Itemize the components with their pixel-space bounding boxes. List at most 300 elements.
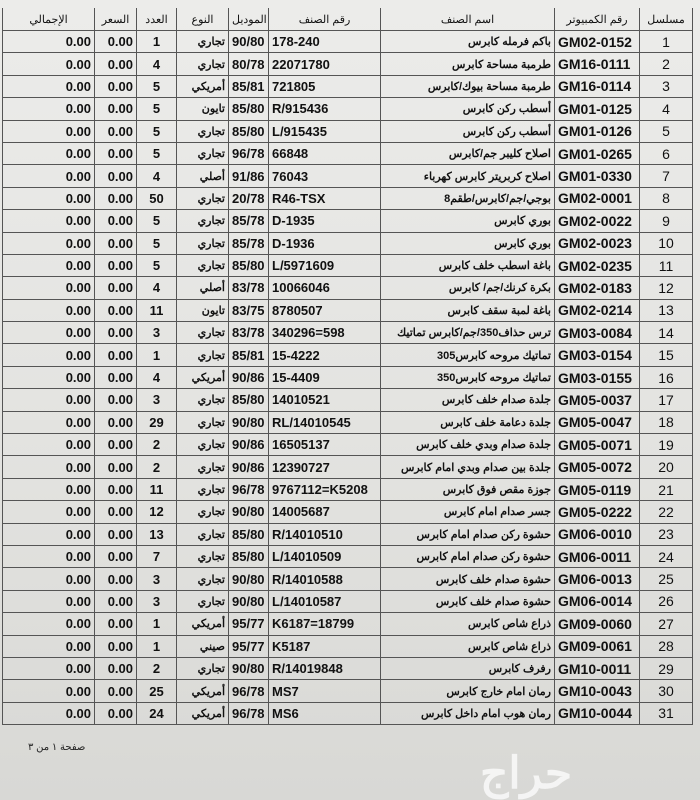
cell-price: 0.00 xyxy=(95,523,137,545)
cell-total: 0.00 xyxy=(3,98,95,120)
table-row xyxy=(3,165,693,187)
cell-type: أمريكي xyxy=(177,702,229,724)
cell-serial: 13 xyxy=(640,299,693,321)
cell-total: 0.00 xyxy=(3,254,95,276)
table-row xyxy=(3,702,693,724)
cell-model: 91/86 xyxy=(229,165,269,187)
cell-type: تجاري xyxy=(177,232,229,254)
cell-model: 95/77 xyxy=(229,613,269,635)
cell-part-no: L/14010587 xyxy=(269,590,381,612)
cell-price: 0.00 xyxy=(95,75,137,97)
cell-serial: 7 xyxy=(640,165,693,187)
cell-name: تماتيك مروحه كابرس350 xyxy=(381,366,555,388)
cell-code: GM01-0265 xyxy=(555,142,640,164)
cell-total: 0.00 xyxy=(3,120,95,142)
cell-code: GM03-0154 xyxy=(555,344,640,366)
cell-model: 96/78 xyxy=(229,478,269,500)
cell-name: ذراع شاص كابرس xyxy=(381,613,555,635)
cell-model: 83/78 xyxy=(229,322,269,344)
cell-model: 90/86 xyxy=(229,434,269,456)
table-row xyxy=(3,411,693,433)
cell-part-no: R46-TSX xyxy=(269,187,381,209)
cell-serial: 14 xyxy=(640,322,693,344)
cell-type: أصلي xyxy=(177,277,229,299)
cell-count: 4 xyxy=(137,366,177,388)
cell-count: 3 xyxy=(137,568,177,590)
cell-count: 1 xyxy=(137,635,177,657)
table-row xyxy=(3,680,693,702)
table-row xyxy=(3,545,693,567)
cell-serial: 22 xyxy=(640,501,693,523)
cell-part-no: 14010521 xyxy=(269,389,381,411)
cell-part-no: 9767112=K5208 xyxy=(269,478,381,500)
cell-part-no: L/5971609 xyxy=(269,254,381,276)
cell-model: 95/77 xyxy=(229,635,269,657)
cell-model: 85/80 xyxy=(229,523,269,545)
cell-code: GM03-0155 xyxy=(555,366,640,388)
cell-count: 25 xyxy=(137,680,177,702)
cell-part-no: MS7 xyxy=(269,680,381,702)
cell-name: جلدة صدام وبدي خلف كابرس xyxy=(381,434,555,456)
cell-model: 90/86 xyxy=(229,366,269,388)
cell-part-no: 178-240 xyxy=(269,31,381,53)
cell-price: 0.00 xyxy=(95,142,137,164)
cell-count: 1 xyxy=(137,613,177,635)
cell-total: 0.00 xyxy=(3,366,95,388)
cell-part-no: 15-4409 xyxy=(269,366,381,388)
cell-price: 0.00 xyxy=(95,568,137,590)
cell-serial: 23 xyxy=(640,523,693,545)
table-row xyxy=(3,434,693,456)
cell-name: جسر صدام امام كابرس xyxy=(381,501,555,523)
cell-part-no: R/14019848 xyxy=(269,657,381,679)
cell-name: ذراع شاص كابرس xyxy=(381,635,555,657)
cell-code: GM05-0072 xyxy=(555,456,640,478)
cell-serial: 20 xyxy=(640,456,693,478)
cell-code: GM01-0330 xyxy=(555,165,640,187)
cell-serial: 5 xyxy=(640,120,693,142)
header-part-no: رقم الصنف xyxy=(269,8,381,31)
cell-part-no: 16505137 xyxy=(269,434,381,456)
cell-count: 5 xyxy=(137,232,177,254)
cell-count: 29 xyxy=(137,411,177,433)
cell-serial: 8 xyxy=(640,187,693,209)
cell-price: 0.00 xyxy=(95,31,137,53)
cell-type: تجاري xyxy=(177,254,229,276)
cell-code: GM02-0001 xyxy=(555,187,640,209)
cell-type: تجاري xyxy=(177,31,229,53)
cell-total: 0.00 xyxy=(3,523,95,545)
parts-table xyxy=(2,8,693,725)
cell-price: 0.00 xyxy=(95,254,137,276)
cell-total: 0.00 xyxy=(3,187,95,209)
cell-price: 0.00 xyxy=(95,98,137,120)
cell-serial: 6 xyxy=(640,142,693,164)
cell-price: 0.00 xyxy=(95,434,137,456)
cell-count: 50 xyxy=(137,187,177,209)
cell-total: 0.00 xyxy=(3,434,95,456)
table-row xyxy=(3,590,693,612)
table-row xyxy=(3,254,693,276)
cell-name: اصلاح كربريتر كابرس كهرباء xyxy=(381,165,555,187)
cell-price: 0.00 xyxy=(95,680,137,702)
cell-part-no: MS6 xyxy=(269,702,381,724)
cell-name: رمان امام خارج كابرس xyxy=(381,680,555,702)
cell-serial: 28 xyxy=(640,635,693,657)
table-row xyxy=(3,478,693,500)
cell-price: 0.00 xyxy=(95,210,137,232)
table-row xyxy=(3,613,693,635)
cell-model: 85/81 xyxy=(229,75,269,97)
cell-total: 0.00 xyxy=(3,545,95,567)
cell-type: تايون xyxy=(177,299,229,321)
cell-code: GM01-0125 xyxy=(555,98,640,120)
cell-name: تماتيك مروحه كابرس305 xyxy=(381,344,555,366)
cell-total: 0.00 xyxy=(3,75,95,97)
cell-model: 85/80 xyxy=(229,120,269,142)
page-number: صفحة ١ من ٣ xyxy=(28,742,86,753)
cell-model: 20/78 xyxy=(229,187,269,209)
cell-serial: 3 xyxy=(640,75,693,97)
cell-model: 96/78 xyxy=(229,142,269,164)
cell-part-no: R/915436 xyxy=(269,98,381,120)
cell-total: 0.00 xyxy=(3,142,95,164)
cell-price: 0.00 xyxy=(95,322,137,344)
cell-price: 0.00 xyxy=(95,299,137,321)
cell-count: 11 xyxy=(137,478,177,500)
cell-serial: 25 xyxy=(640,568,693,590)
cell-serial: 11 xyxy=(640,254,693,276)
cell-part-no: RL/14010545 xyxy=(269,411,381,433)
table-row xyxy=(3,366,693,388)
table-row xyxy=(3,277,693,299)
cell-total: 0.00 xyxy=(3,344,95,366)
cell-code: GM05-0222 xyxy=(555,501,640,523)
cell-serial: 18 xyxy=(640,411,693,433)
cell-model: 90/80 xyxy=(229,501,269,523)
cell-price: 0.00 xyxy=(95,120,137,142)
cell-type: تجاري xyxy=(177,389,229,411)
cell-type: تجاري xyxy=(177,322,229,344)
cell-total: 0.00 xyxy=(3,322,95,344)
cell-type: تجاري xyxy=(177,501,229,523)
cell-type: تجاري xyxy=(177,523,229,545)
cell-model: 83/78 xyxy=(229,277,269,299)
cell-count: 1 xyxy=(137,344,177,366)
cell-model: 80/78 xyxy=(229,53,269,75)
cell-type: أصلي xyxy=(177,165,229,187)
header-code: رقم الكمبيوتر xyxy=(555,8,640,31)
cell-name: ترس حذاف350/جم/كابرس تماتيك xyxy=(381,322,555,344)
cell-price: 0.00 xyxy=(95,456,137,478)
cell-type: تجاري xyxy=(177,120,229,142)
cell-part-no: 721805 xyxy=(269,75,381,97)
cell-type: تجاري xyxy=(177,478,229,500)
cell-part-no: R/14010510 xyxy=(269,523,381,545)
cell-name: جلدة بين صدام وبدي امام كابرس xyxy=(381,456,555,478)
cell-name: باغة لمبة سقف كابرس xyxy=(381,299,555,321)
cell-name: بوري كابرس xyxy=(381,210,555,232)
table-header xyxy=(3,8,693,31)
cell-type: تجاري xyxy=(177,456,229,478)
header-model: الموديل xyxy=(229,8,269,31)
table-row xyxy=(3,568,693,590)
cell-name: طرمبة مساحة بيوك/كابرس xyxy=(381,75,555,97)
cell-price: 0.00 xyxy=(95,590,137,612)
cell-model: 90/80 xyxy=(229,568,269,590)
cell-code: GM09-0061 xyxy=(555,635,640,657)
table-row xyxy=(3,210,693,232)
cell-code: GM02-0023 xyxy=(555,232,640,254)
cell-total: 0.00 xyxy=(3,568,95,590)
cell-serial: 30 xyxy=(640,680,693,702)
cell-count: 5 xyxy=(137,210,177,232)
cell-serial: 1 xyxy=(640,31,693,53)
header-serial: مسلسل xyxy=(640,8,693,31)
cell-price: 0.00 xyxy=(95,187,137,209)
cell-model: 90/80 xyxy=(229,657,269,679)
cell-name: جلدة دعامة خلف كابرس xyxy=(381,411,555,433)
cell-model: 85/80 xyxy=(229,254,269,276)
watermark-logo: حراج xyxy=(480,749,573,798)
cell-name: رفرف كابرس xyxy=(381,657,555,679)
cell-part-no: 10066046 xyxy=(269,277,381,299)
cell-price: 0.00 xyxy=(95,53,137,75)
cell-code: GM10-0044 xyxy=(555,702,640,724)
table-row xyxy=(3,31,693,53)
cell-code: GM02-0183 xyxy=(555,277,640,299)
cell-serial: 2 xyxy=(640,53,693,75)
cell-code: GM10-0011 xyxy=(555,657,640,679)
cell-type: تجاري xyxy=(177,657,229,679)
cell-serial: 17 xyxy=(640,389,693,411)
table-row xyxy=(3,635,693,657)
cell-count: 5 xyxy=(137,120,177,142)
table-row xyxy=(3,120,693,142)
table-row xyxy=(3,98,693,120)
cell-total: 0.00 xyxy=(3,232,95,254)
cell-price: 0.00 xyxy=(95,277,137,299)
cell-model: 85/81 xyxy=(229,344,269,366)
cell-type: أمريكي xyxy=(177,366,229,388)
cell-serial: 19 xyxy=(640,434,693,456)
cell-total: 0.00 xyxy=(3,702,95,724)
cell-part-no: 76043 xyxy=(269,165,381,187)
cell-type: تجاري xyxy=(177,545,229,567)
cell-code: GM06-0013 xyxy=(555,568,640,590)
cell-total: 0.00 xyxy=(3,411,95,433)
cell-count: 4 xyxy=(137,165,177,187)
cell-code: GM02-0235 xyxy=(555,254,640,276)
header-type: النوع xyxy=(177,8,229,31)
cell-model: 96/78 xyxy=(229,702,269,724)
cell-part-no: 66848 xyxy=(269,142,381,164)
cell-total: 0.00 xyxy=(3,657,95,679)
cell-price: 0.00 xyxy=(95,389,137,411)
cell-name: بوري كابرس xyxy=(381,232,555,254)
cell-price: 0.00 xyxy=(95,165,137,187)
cell-code: GM10-0043 xyxy=(555,680,640,702)
cell-price: 0.00 xyxy=(95,613,137,635)
cell-serial: 31 xyxy=(640,702,693,724)
cell-code: GM03-0084 xyxy=(555,322,640,344)
cell-serial: 9 xyxy=(640,210,693,232)
cell-serial: 15 xyxy=(640,344,693,366)
cell-part-no: 15-4222 xyxy=(269,344,381,366)
cell-code: GM06-0010 xyxy=(555,523,640,545)
cell-name: اصلاح كليبر جم/كابرس xyxy=(381,142,555,164)
cell-total: 0.00 xyxy=(3,389,95,411)
table-row xyxy=(3,53,693,75)
cell-name: حشوة صدام خلف كابرس xyxy=(381,590,555,612)
cell-serial: 26 xyxy=(640,590,693,612)
cell-part-no: 22071780 xyxy=(269,53,381,75)
cell-count: 1 xyxy=(137,31,177,53)
cell-count: 3 xyxy=(137,590,177,612)
cell-price: 0.00 xyxy=(95,657,137,679)
table-row xyxy=(3,232,693,254)
cell-total: 0.00 xyxy=(3,165,95,187)
cell-price: 0.00 xyxy=(95,545,137,567)
cell-count: 7 xyxy=(137,545,177,567)
cell-type: تجاري xyxy=(177,53,229,75)
cell-model: 85/78 xyxy=(229,210,269,232)
cell-price: 0.00 xyxy=(95,635,137,657)
cell-model: 85/78 xyxy=(229,232,269,254)
cell-part-no: 8780507 xyxy=(269,299,381,321)
cell-price: 0.00 xyxy=(95,344,137,366)
cell-name: رمان هوب امام داخل كابرس xyxy=(381,702,555,724)
cell-code: GM02-0214 xyxy=(555,299,640,321)
cell-part-no: 340296=598 xyxy=(269,322,381,344)
cell-type: أمريكي xyxy=(177,75,229,97)
cell-count: 3 xyxy=(137,389,177,411)
cell-code: GM05-0119 xyxy=(555,478,640,500)
cell-part-no: 12390727 xyxy=(269,456,381,478)
cell-price: 0.00 xyxy=(95,411,137,433)
cell-model: 90/80 xyxy=(229,31,269,53)
cell-part-no: K6187=18799 xyxy=(269,613,381,635)
cell-name: باكم فرمله كابرس xyxy=(381,31,555,53)
header-name: اسم الصنف xyxy=(381,8,555,31)
cell-type: تجاري xyxy=(177,210,229,232)
cell-code: GM16-0114 xyxy=(555,75,640,97)
cell-count: 4 xyxy=(137,277,177,299)
header-count: العدد xyxy=(137,8,177,31)
cell-count: 13 xyxy=(137,523,177,545)
cell-model: 85/80 xyxy=(229,98,269,120)
cell-part-no: 14005687 xyxy=(269,501,381,523)
cell-part-no: D-1935 xyxy=(269,210,381,232)
cell-type: تجاري xyxy=(177,568,229,590)
cell-total: 0.00 xyxy=(3,590,95,612)
cell-name: حشوة صدام خلف كابرس xyxy=(381,568,555,590)
cell-count: 5 xyxy=(137,142,177,164)
cell-count: 2 xyxy=(137,456,177,478)
cell-total: 0.00 xyxy=(3,210,95,232)
table-row xyxy=(3,344,693,366)
cell-code: GM05-0071 xyxy=(555,434,640,456)
cell-name: جلدة صدام خلف كابرس xyxy=(381,389,555,411)
cell-type: تجاري xyxy=(177,344,229,366)
cell-code: GM06-0014 xyxy=(555,590,640,612)
table-row xyxy=(3,187,693,209)
cell-code: GM16-0111 xyxy=(555,53,640,75)
cell-count: 12 xyxy=(137,501,177,523)
cell-type: تايون xyxy=(177,98,229,120)
cell-total: 0.00 xyxy=(3,277,95,299)
cell-code: GM02-0152 xyxy=(555,31,640,53)
cell-type: تجاري xyxy=(177,187,229,209)
cell-model: 85/80 xyxy=(229,545,269,567)
cell-serial: 29 xyxy=(640,657,693,679)
table-row xyxy=(3,75,693,97)
cell-part-no: L/14010509 xyxy=(269,545,381,567)
table-row xyxy=(3,456,693,478)
cell-serial: 21 xyxy=(640,478,693,500)
cell-model: 90/80 xyxy=(229,590,269,612)
cell-total: 0.00 xyxy=(3,680,95,702)
cell-model: 90/80 xyxy=(229,411,269,433)
cell-total: 0.00 xyxy=(3,299,95,321)
cell-total: 0.00 xyxy=(3,53,95,75)
cell-count: 4 xyxy=(137,53,177,75)
cell-name: أسطب ركن كابرس xyxy=(381,98,555,120)
cell-price: 0.00 xyxy=(95,366,137,388)
cell-name: أسطب ركن كابرس xyxy=(381,120,555,142)
cell-total: 0.00 xyxy=(3,478,95,500)
cell-price: 0.00 xyxy=(95,702,137,724)
cell-serial: 10 xyxy=(640,232,693,254)
cell-name: باغة اسطب خلف كابرس xyxy=(381,254,555,276)
cell-part-no: K5187 xyxy=(269,635,381,657)
cell-type: تجاري xyxy=(177,590,229,612)
cell-code: GM01-0126 xyxy=(555,120,640,142)
cell-total: 0.00 xyxy=(3,501,95,523)
table-row xyxy=(3,523,693,545)
cell-price: 0.00 xyxy=(95,501,137,523)
cell-model: 83/75 xyxy=(229,299,269,321)
cell-type: تجاري xyxy=(177,434,229,456)
cell-total: 0.00 xyxy=(3,456,95,478)
cell-part-no: R/14010588 xyxy=(269,568,381,590)
cell-name: حشوة ركن صدام امام كابرس xyxy=(381,545,555,567)
cell-total: 0.00 xyxy=(3,31,95,53)
cell-count: 5 xyxy=(137,75,177,97)
cell-count: 24 xyxy=(137,702,177,724)
cell-count: 2 xyxy=(137,657,177,679)
cell-price: 0.00 xyxy=(95,232,137,254)
cell-part-no: L/915435 xyxy=(269,120,381,142)
cell-type: أمريكي xyxy=(177,613,229,635)
cell-name: جوزة مقص فوق كابرس xyxy=(381,478,555,500)
cell-count: 2 xyxy=(137,434,177,456)
cell-count: 3 xyxy=(137,322,177,344)
cell-name: بوجي/جم/كابرس/طقم8 xyxy=(381,187,555,209)
header-total: الإجمالي xyxy=(3,8,95,31)
cell-name: بكرة كرنك/جم/ كابرس xyxy=(381,277,555,299)
cell-serial: 24 xyxy=(640,545,693,567)
cell-code: GM05-0047 xyxy=(555,411,640,433)
table-row xyxy=(3,501,693,523)
cell-name: حشوة ركن صدام امام كابرس xyxy=(381,523,555,545)
cell-code: GM05-0037 xyxy=(555,389,640,411)
table-row xyxy=(3,389,693,411)
cell-serial: 27 xyxy=(640,613,693,635)
cell-count: 5 xyxy=(137,254,177,276)
cell-price: 0.00 xyxy=(95,478,137,500)
cell-code: GM09-0060 xyxy=(555,613,640,635)
